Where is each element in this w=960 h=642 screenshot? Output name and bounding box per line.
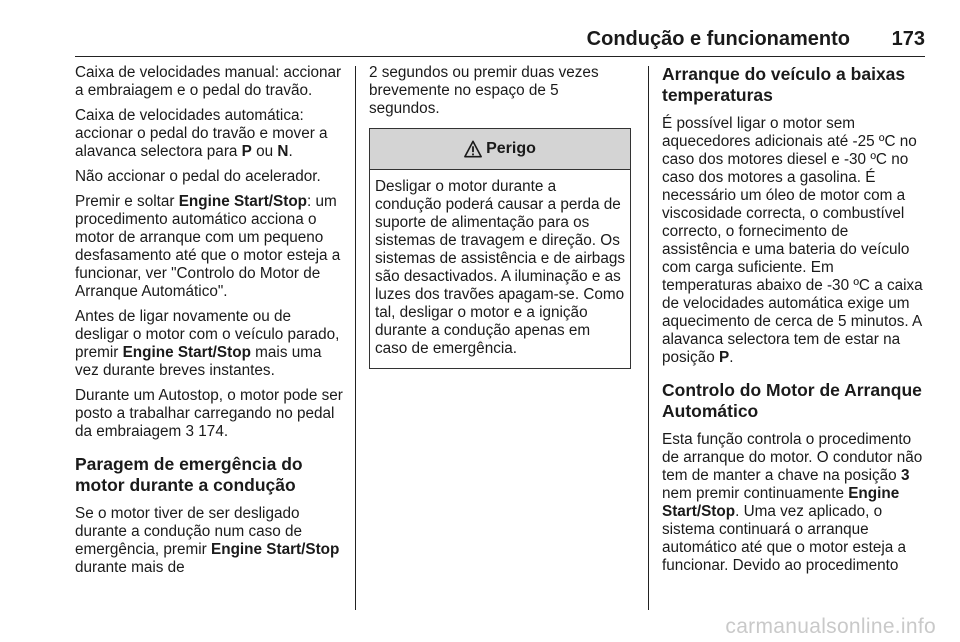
header-title: Condução e funcionamento — [586, 28, 850, 50]
page-header — [75, 28, 925, 58]
column-3 — [662, 64, 924, 582]
page-reference: 3 174. — [185, 423, 229, 440]
warning-triangle-icon — [464, 140, 482, 158]
column-1 — [75, 64, 347, 584]
control-name: Engine Start/Stop — [178, 193, 308, 210]
paragraph: Caixa de velocidades manual: accionar a embraiagem e o pedal do travão. — [75, 64, 342, 99]
danger-text: Desligar o motor durante a condução poderá causar a perda de suporte de alimentação para os sistemas de travagem e direção. Os sistemas de assistência e de airbags são desactivados. A iluminação e as luzes dos travões apagam-se. Como tal, desligar o motor e a ignição durante a condução apenas em caso de emergência. — [375, 178, 625, 357]
watermark: carmanualsonline.info — [725, 615, 936, 638]
section-heading: Controlo do Motor de Arranque Automático — [662, 380, 922, 421]
paragraph: Não accionar o pedal do acelerador. — [75, 168, 321, 185]
paragraph: Premir e soltar Engine Start/Stop: um procedimento automático acciona o motor de arranque com um pequeno desfasamento até que o motor esteja a funcionar, ver "Controlo do Motor de Arranque Automático". — [75, 193, 341, 300]
control-name: Engine Start/Stop — [122, 344, 251, 361]
paragraph: Caixa de velocidades automática: accionar o pedal do travão e mover a alavanca selectora para P ou N. — [75, 107, 328, 160]
paragraph: Antes de ligar novamente ou de desligar o motor com o veículo parado, premir Engine Start/Stop mais uma vez durante breves instantes. — [75, 308, 340, 379]
column-2 — [369, 64, 631, 369]
page-number: 173 — [891, 28, 925, 50]
danger-title: Perigo — [486, 140, 536, 157]
paragraph: Durante um Autostop, o motor pode ser posto a trabalhar carregando no pedal da embraiagem 3 174. — [75, 387, 343, 440]
paragraph: Se o motor tiver de ser desligado durante a condução num caso de emergência, premir Engine Start/Stop durante mais de — [75, 505, 340, 576]
control-name: Engine Start/Stop — [662, 485, 900, 520]
section-heading: Arranque do veículo a baixas temperaturas — [662, 64, 906, 105]
paragraph: 2 segundos ou premir duas vezes brevemente no espaço de 5 segundos. — [369, 64, 599, 117]
column-divider — [648, 66, 649, 610]
danger-notice — [369, 128, 631, 369]
control-name: Engine Start/Stop — [211, 541, 340, 558]
paragraph: É possível ligar o motor sem aquecedores adicionais até -25 ºC no caso dos motores diesel e -30 ºC no caso dos motores a gasolina. É necessário um óleo de motor com a viscosidade correcta, o combustível correcto, o fornecimento de assistência e uma bateria do veículo com carga suficiente. Em temperaturas abaixo de -30 ºC a caixa de velocidades automática exige um aquecimento de cerca de 5 minutos. A alavanca selectora tem de estar na posição P. — [662, 115, 923, 366]
header-rule — [75, 56, 925, 57]
paragraph: Esta função controla o procedimento de arranque do motor. O condutor não tem de manter a chave na posição 3 nem premir continuamente Engine Start/Stop. Uma vez aplicado, o sistema continuará o arranque automático até que o motor esteja a funcionar. Devido ao procedimento — [662, 431, 923, 574]
section-heading: Paragem de emergência do motor durante a condução — [75, 454, 303, 495]
column-divider — [355, 66, 356, 610]
danger-header — [370, 129, 630, 170]
